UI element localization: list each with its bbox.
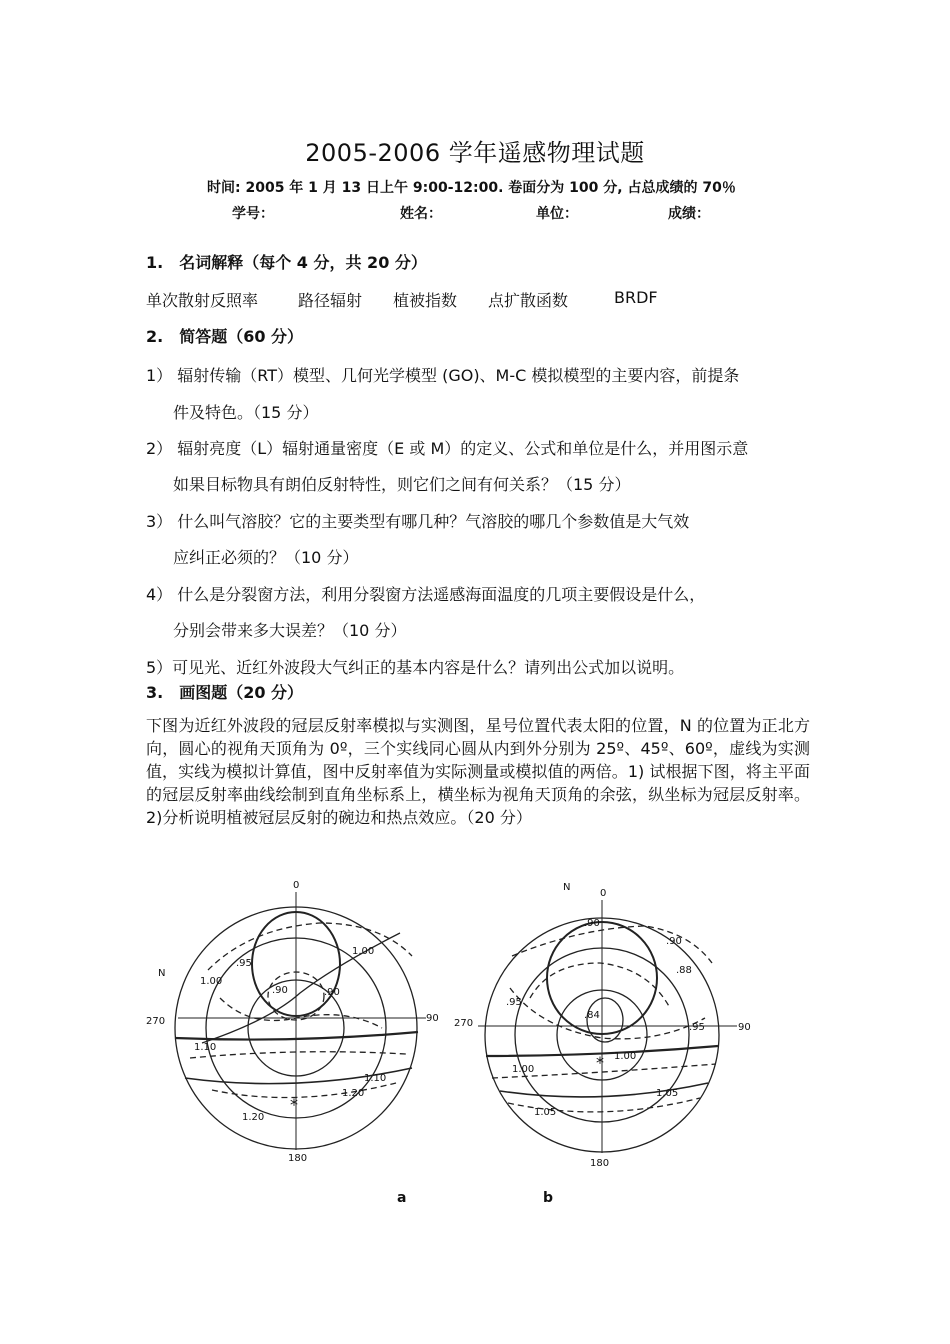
question-3-line1: 3） 什么叫气溶胶？它的主要类型有哪几种？气溶胶的哪几个参数值是大气效 (146, 512, 690, 531)
page-title: 2005-2006 学年遥感物理试题 (305, 139, 645, 167)
question-1-line2: 件及特色。（15 分） (173, 403, 319, 422)
figure-b-contour-label-2: .90 (666, 936, 682, 947)
name-label: 姓名： (400, 206, 442, 222)
figure-a-measured-contour-5 (212, 1083, 396, 1098)
figure-b-contour-label-4: .95 (506, 997, 522, 1008)
student-id-label: 学号： (232, 206, 274, 222)
question-1-line1: 1） 辐射传输（RT）模型、几何光学模型 (GO)、M-C 模拟模型的主要内容，前提条 (146, 366, 740, 385)
question-2-line2: 如果目标物具有朗伯反射特性，则它们之间有何关系？（15 分） (173, 475, 631, 494)
figure-a-label-top: 0 (293, 880, 300, 891)
exam-info: 时间: 2005 年 1 月 13 日上午 9:00-12:00. 卷面分为 100 分, 占总成绩的 70％ (207, 180, 736, 196)
polar-figure-b (450, 878, 760, 1170)
question-3-line2: 应纠正必须的？（10 分） (173, 548, 359, 567)
term-5: BRDF (614, 288, 658, 307)
term-1: 单次散射反照率 (146, 291, 259, 310)
score-label: 成绩： (668, 206, 710, 222)
question-4-line2: 分别会带来多大误差？（10 分） (173, 621, 407, 640)
figure-a-sun-marker: * (290, 1095, 298, 1114)
term-3: 植被指数 (393, 291, 458, 310)
question-4-line1: 4） 什么是分裂窗方法，利用分裂窗方法遥感海面温度的几项主要假设是什么， (146, 585, 706, 604)
figure-a-north-label: N (158, 968, 166, 979)
figure-a-label-left: 270 (146, 1016, 166, 1027)
figure-b-contour-label-1: .90 (584, 918, 600, 929)
figure-a-contour-label-9: 1.20 (242, 1112, 265, 1123)
figure-b-label-bottom: 180 (590, 1158, 610, 1169)
figure-a-contour-label-2: .95 (236, 958, 252, 969)
figure-a-contour-label-1: 1.00 (200, 976, 223, 987)
figure-b-contour-label-9: 1.05 (656, 1088, 679, 1099)
section2-heading: 2. 简答题（60 分） (146, 327, 304, 346)
figure-b-caption: b (543, 1190, 554, 1206)
figure-a-caption: a (397, 1190, 407, 1206)
figure-b-label-left: 270 (454, 1018, 474, 1029)
figure-b-north-label: N (563, 882, 571, 893)
figure-b-measured-contour-1 (512, 926, 712, 963)
figure-b-contour-label-3: .88 (676, 965, 692, 976)
figure-b-contour-label-8: 1.00 (512, 1064, 535, 1075)
question-2-line1: 2） 辐射亮度（L）辐射通量密度（E 或 M）的定义、公式和单位是什么，并用图示意 (146, 439, 749, 458)
figure-a-measured-contour-3 (220, 998, 382, 1028)
figure-b-label-right: 90 (738, 1022, 751, 1033)
figure-b-label-top: 0 (600, 888, 607, 899)
figure-a-contour-label-8: 1.20 (342, 1088, 365, 1099)
figure-a-contour-label-4: .90 (272, 985, 288, 996)
figure-a-contour-label-7: 1.10 (364, 1073, 387, 1084)
figure-a-contour-label-5: .90 (324, 987, 340, 998)
figure-b-contour-label-6: .95 (689, 1022, 705, 1033)
figure-a-measured-contour-4 (190, 1052, 406, 1058)
figure-a-contour-label-3: 1.00 (352, 946, 375, 957)
section3-heading: 3. 画图题（20 分） (146, 683, 304, 702)
polar-figure-a (146, 878, 450, 1164)
term-4: 点扩散函数 (488, 291, 569, 310)
figure-b-sun-marker: * (596, 1053, 604, 1072)
unit-label: 单位： (536, 206, 578, 222)
question-5: 5）可见光、近红外波段大气纠正的基本内容是什么？请列出公式加以说明。 (146, 658, 685, 677)
figure-a-label-right: 90 (426, 1013, 439, 1024)
figure-b-measured-contour-3 (510, 988, 705, 1039)
figure-b-contour-label-7: 1.00 (614, 1051, 637, 1062)
figure-b-contour-label-5: .84 (584, 1010, 600, 1021)
figure-a-contour-label-6: 1.10 (194, 1042, 217, 1053)
figure-a-label-bottom: 180 (288, 1153, 308, 1164)
figure-b-contour-label-10: 1.05 (534, 1107, 557, 1118)
section3-paragraph: 下图为近红外波段的冠层反射率模拟与实测图，星号位置代表太阳的位置，N 的位置为正北方向，圆心的视角天顶角为 0º，三个实线同心圆从内到外分别为 25º、45º、60º，虚线为实测值，实线为模拟计算值，图中反射率值为实际测量或模拟值的两倍。1) 试根据下图，将主平面的冠层反射率曲线绘制到直角坐标系上，横坐标为视角天顶角的余弦，纵坐标为冠层反射率。2)分析说明植被冠层反射的碗边和热点效应。（20 分） (146, 716, 810, 827)
term-2: 路径辐射 (298, 291, 363, 310)
section1-heading: 1. 名词解释（每个 4 分，共 20 分） (146, 253, 427, 272)
